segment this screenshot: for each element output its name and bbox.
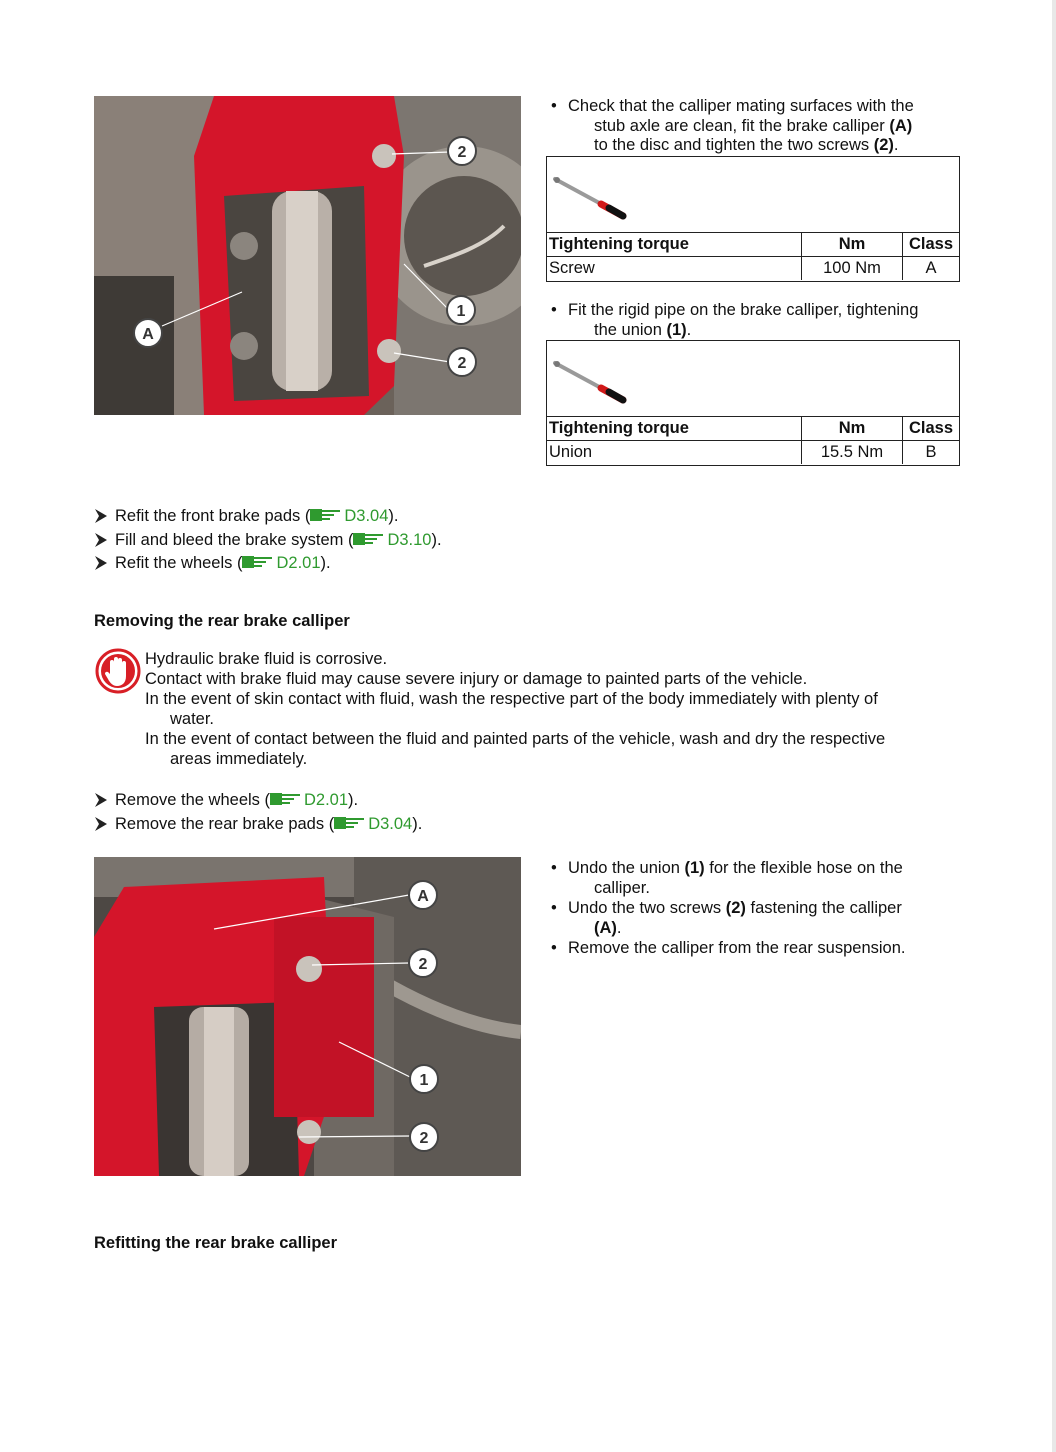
list-item: • Fit the rigid pipe on the brake calliper, tightening the union (1). <box>551 301 919 339</box>
photo-label: 1 <box>456 303 466 320</box>
manual-reference-icon <box>270 792 301 806</box>
rigid-pipe-instructions <box>548 301 968 340</box>
removal-steps <box>94 789 422 836</box>
arrow-bullet-icon <box>94 508 108 524</box>
rear-calliper-photo <box>94 857 521 1176</box>
section-heading-removing: Removing the rear brake calliper <box>94 612 350 630</box>
reference-link[interactable]: D3.10 <box>353 531 431 549</box>
list-item: Remove the wheels ( D2.01). <box>94 789 422 813</box>
arrow-bullet-icon <box>94 532 108 548</box>
reference-link[interactable]: D2.01 <box>242 554 320 572</box>
photo-label: 2 <box>457 355 467 372</box>
arrow-bullet-icon <box>94 792 108 808</box>
list-item: • Undo the union (1) for the flexible hose on the calliper. <box>551 859 903 897</box>
list-item: Refit the front brake pads ( D3.04). <box>94 505 442 529</box>
torque-table-screw: Tightening torque Nm Class Screw 100 Nm A <box>546 156 960 282</box>
arrow-bullet-icon <box>94 555 108 571</box>
list-item: Fill and bleed the brake system ( D3.10). <box>94 529 442 553</box>
front-calliper-photo <box>94 96 521 415</box>
list-item: Refit the wheels ( D2.01). <box>94 552 442 576</box>
list-item: Remove the rear brake pads ( D3.04). <box>94 813 422 837</box>
photo-label: 1 <box>419 1072 429 1089</box>
calliper-fit-instructions <box>548 97 968 156</box>
photo-label: A <box>142 326 154 343</box>
torque-wrench-icon <box>547 157 959 233</box>
torque-wrench-icon <box>547 341 959 417</box>
reference-link[interactable]: D3.04 <box>334 815 412 833</box>
photo-label: 2 <box>418 956 428 973</box>
reference-link[interactable]: D2.01 <box>270 791 348 809</box>
warning-text: Hydraulic brake fluid is corrosive. Contact with brake fluid may cause severe injury or damage to painted parts of the vehicle. In the event of skin contact with fluid, wash the respective part of the body immediately with plenty of water. In the event of contact between the fluid and painted parts of the vehicle, wash and dry the respective areas immediately. <box>145 650 886 768</box>
arrow-bullet-icon <box>94 816 108 832</box>
torque-table-union: Tightening torque Nm Class Union 15.5 Nm B <box>546 340 960 466</box>
photo-label: A <box>417 888 429 905</box>
photo-label: 2 <box>419 1130 429 1147</box>
manual-reference-icon <box>353 532 384 546</box>
reference-link[interactable]: D3.04 <box>310 507 388 525</box>
stop-hand-warning-icon <box>95 648 141 694</box>
page-edge <box>1052 0 1056 1452</box>
manual-reference-icon <box>310 508 341 522</box>
manual-reference-icon <box>242 555 273 569</box>
list-item: • Undo the two screws (2) fastening the calliper (A). <box>551 899 902 937</box>
section-heading-refitting: Refitting the rear brake calliper <box>94 1234 337 1252</box>
refit-steps <box>94 505 442 576</box>
calliper-removal-instructions <box>548 858 968 958</box>
photo-label: 2 <box>457 144 467 161</box>
manual-reference-icon <box>334 816 365 830</box>
list-item: • Check that the calliper mating surfaces with the stub axle are clean, fit the brake calliper (A) to the disc and tighten the two screws (2). <box>551 97 914 154</box>
list-item: • Remove the calliper from the rear suspension. <box>551 939 906 957</box>
